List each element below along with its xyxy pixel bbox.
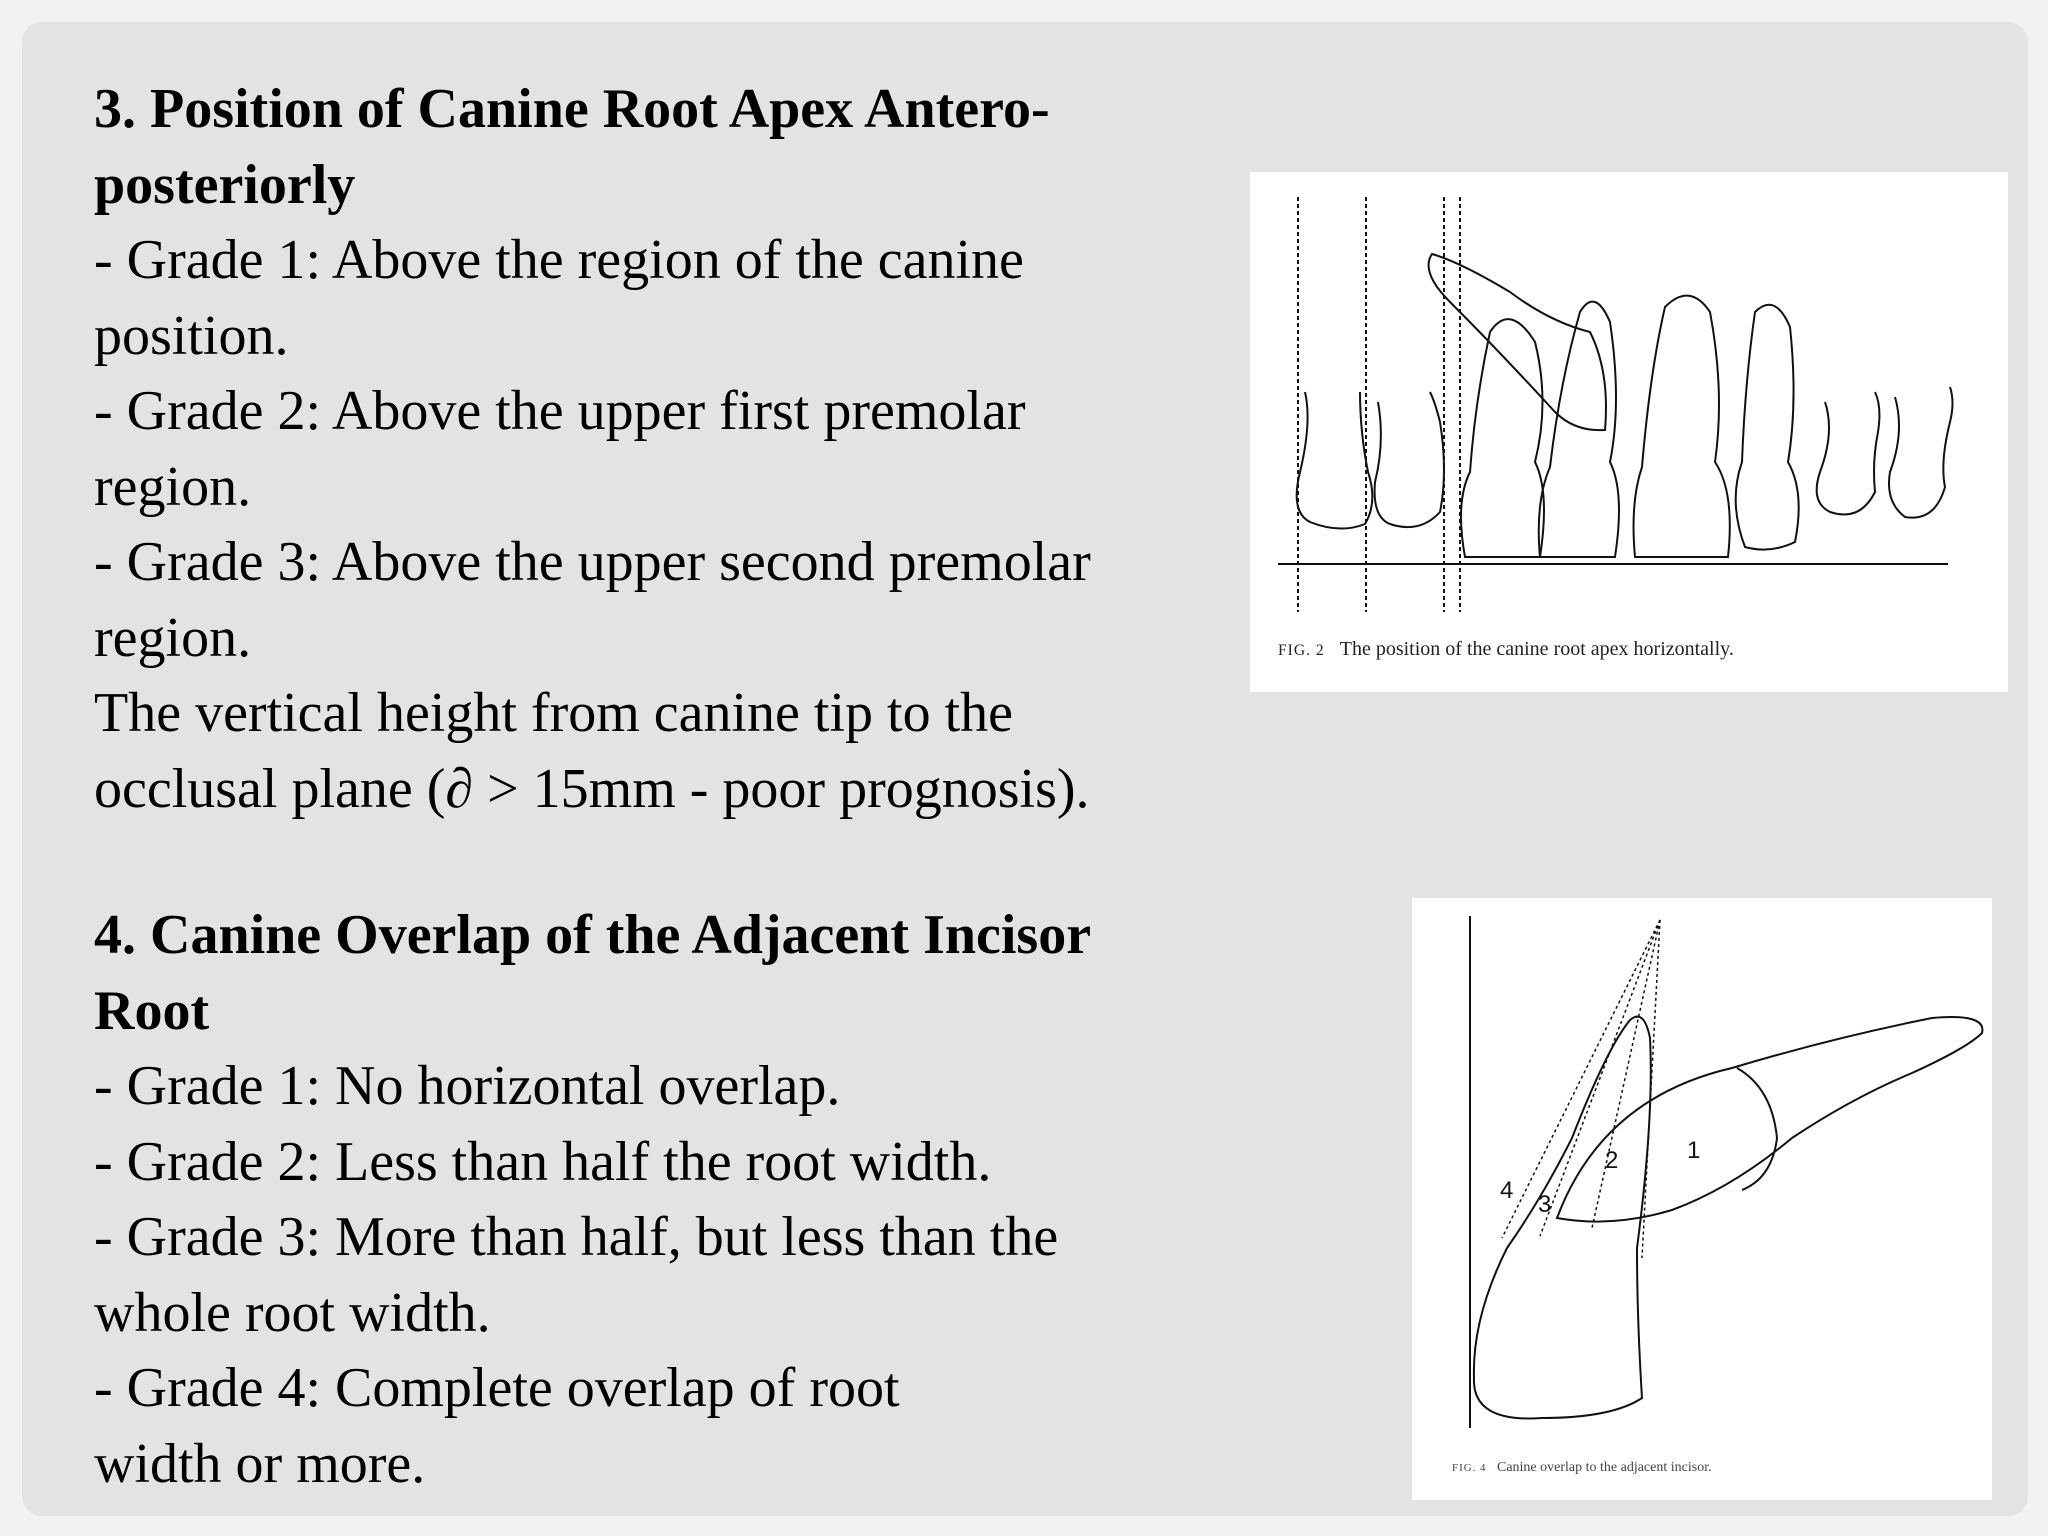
figure-2-canine-root-apex bbox=[1250, 172, 2008, 692]
premolar-tooth bbox=[1889, 387, 1953, 518]
section-3-line: region. bbox=[94, 606, 252, 669]
section-4-line: - Grade 2: Less than half the root width. bbox=[94, 1130, 992, 1193]
section-4-text bbox=[94, 898, 1244, 1502]
figure-4-caption bbox=[1452, 1460, 1712, 1476]
section-4-line: - Grade 3: More than half, but less than the bbox=[94, 1206, 1059, 1268]
figure-4-label: FIG. 4 bbox=[1452, 1462, 1487, 1474]
impacted-canine-tooth bbox=[1429, 254, 1606, 430]
figure-2-caption bbox=[1278, 638, 1734, 661]
central-incisor-tooth bbox=[1634, 296, 1730, 557]
grade-label-4: 4 bbox=[1500, 1177, 1514, 1204]
section-3-line: The vertical height from canine tip to the bbox=[94, 682, 1013, 744]
section-3-line: - Grade 1: Above the region of the canine bbox=[94, 229, 1024, 291]
premolar-tooth bbox=[1375, 392, 1444, 527]
grade-label-1: 1 bbox=[1687, 1137, 1701, 1164]
section-4-heading bbox=[94, 898, 1244, 1049]
section-4-heading-line-2: Root bbox=[94, 979, 210, 1042]
figure-2-label: FIG. 2 bbox=[1278, 642, 1325, 659]
section-4-heading-line-1: 4. Canine Overlap of the Adjacent Incisor bbox=[94, 904, 1092, 966]
figure-2-caption-text: The position of the canine root apex horizontally. bbox=[1339, 638, 1734, 660]
section-3-text bbox=[94, 72, 1244, 827]
lateral-incisor-tooth bbox=[1736, 305, 1799, 550]
section-4-line: - Grade 4: Complete overlap of root bbox=[94, 1357, 900, 1419]
section-4-line: width or more. bbox=[94, 1432, 426, 1495]
section-3-line: - Grade 2: Above the upper first premolar bbox=[94, 380, 1026, 442]
premolar-tooth bbox=[1817, 392, 1880, 515]
section-3-line: occlusal plane (∂ > 15mm - poor prognosis). bbox=[94, 757, 1090, 820]
section-4-line: whole root width. bbox=[94, 1281, 491, 1344]
premolar-tooth bbox=[1297, 392, 1373, 529]
incisor-tooth bbox=[1474, 1017, 1651, 1419]
section-4-line: - Grade 1: No horizontal overlap. bbox=[94, 1055, 841, 1117]
section-3-line: region. bbox=[94, 455, 252, 518]
central-incisor-tooth bbox=[1539, 302, 1619, 557]
section-3-heading-line-1: 3. Position of Canine Root Apex Antero- bbox=[94, 78, 1050, 140]
canine-cej-line bbox=[1737, 1068, 1777, 1190]
figure-2-drawing bbox=[1250, 172, 2008, 692]
canine-tooth bbox=[1557, 1017, 1982, 1222]
projection-line bbox=[1502, 920, 1660, 1238]
section-3-heading-line-2: posteriorly bbox=[94, 153, 356, 216]
figure-4-drawing bbox=[1412, 898, 1992, 1500]
projection-line bbox=[1540, 920, 1660, 1236]
section-3-line: - Grade 3: Above the upper second premolar bbox=[94, 531, 1091, 593]
section-3-heading bbox=[94, 72, 1244, 223]
section-3-line: position. bbox=[94, 304, 289, 367]
grade-label-3: 3 bbox=[1538, 1191, 1552, 1218]
figure-4-caption-text: Canine overlap to the adjacent incisor. bbox=[1496, 1460, 1712, 1475]
grade-label-2: 2 bbox=[1605, 1147, 1619, 1174]
figure-4-canine-overlap bbox=[1412, 898, 1992, 1500]
